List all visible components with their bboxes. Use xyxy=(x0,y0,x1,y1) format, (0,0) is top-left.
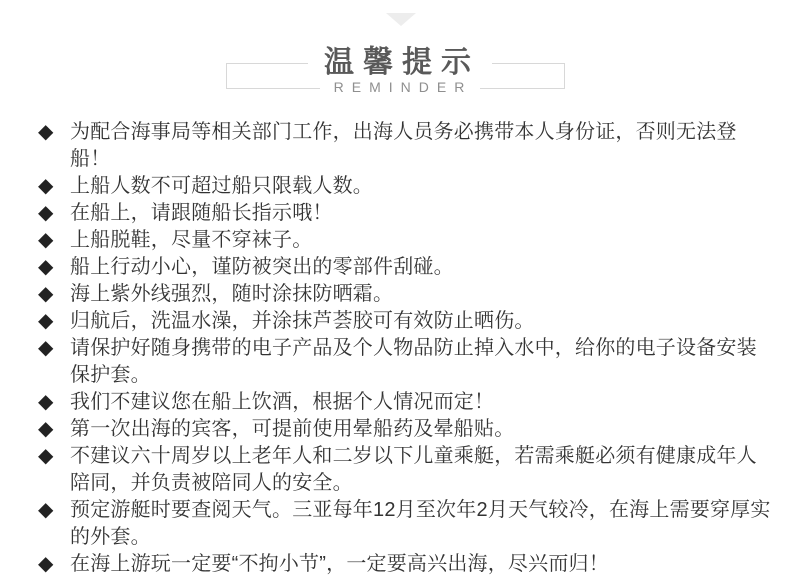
tip-item xyxy=(38,497,775,551)
diamond-bullet-icon: ◆ xyxy=(38,202,54,224)
tip-item xyxy=(38,227,775,254)
tip-item xyxy=(38,443,775,497)
header xyxy=(0,0,800,117)
chevron-down-icon xyxy=(386,13,416,26)
tip-text: 预定游艇时要查阅天气。三亚每年12月至次年2月天气较冷，在海上需要穿厚实的外套。 xyxy=(70,499,771,548)
diamond-bullet-icon: ◆ xyxy=(38,337,54,359)
tip-text: 请保护好随身携带的电子产品及个人物品防止掉入水中，给你的电子设备安装保护套。 xyxy=(70,337,757,386)
tip-text: 归航后，洗温水澡，并涂抹芦荟胶可有效防止晒伤。 xyxy=(70,310,535,332)
tip-item xyxy=(38,281,775,308)
diamond-bullet-icon: ◆ xyxy=(38,283,54,305)
tip-item xyxy=(38,416,775,443)
tip-text: 上船脱鞋，尽量不穿袜子。 xyxy=(70,229,313,251)
tip-text: 上船人数不可超过船只限载人数。 xyxy=(70,175,373,197)
tips-list xyxy=(0,117,800,578)
tip-text: 我们不建议您在船上饮酒，根据个人情况而定！ xyxy=(70,391,495,413)
tip-item xyxy=(38,119,775,173)
tip-item xyxy=(38,254,775,281)
tip-item xyxy=(38,551,775,578)
tip-text: 为配合海事局等相关部门工作，出海人员务必携带本人身份证，否则无法登船！ xyxy=(70,121,737,170)
tip-item xyxy=(38,308,775,335)
tip-text: 在海上游玩一定要“不拘小节”，一定要高兴出海，尽兴而归！ xyxy=(70,553,609,575)
diamond-bullet-icon: ◆ xyxy=(38,553,54,575)
page-title: 温馨提示 xyxy=(308,46,492,80)
diamond-bullet-icon: ◆ xyxy=(38,310,54,332)
diamond-bullet-icon: ◆ xyxy=(38,445,54,467)
tip-item xyxy=(38,389,775,416)
diamond-bullet-icon: ◆ xyxy=(38,175,54,197)
tip-text: 第一次出海的宾客，可提前使用晕船药及晕船贴。 xyxy=(70,418,515,440)
diamond-bullet-icon: ◆ xyxy=(38,418,54,440)
diamond-bullet-icon: ◆ xyxy=(38,256,54,278)
tip-item xyxy=(38,200,775,227)
tip-item xyxy=(38,173,775,200)
diamond-bullet-icon: ◆ xyxy=(38,499,54,521)
tip-text: 在船上，请跟随船长指示哦！ xyxy=(70,202,333,224)
tip-text: 不建议六十周岁以上老年人和二岁以下儿童乘艇，若需乘艇必须有健康成年人陪同，并负责被陪同人的安全。 xyxy=(70,445,757,494)
tip-text: 船上行动小心，谨防被突出的零部件刮碰。 xyxy=(70,256,454,278)
diamond-bullet-icon: ◆ xyxy=(38,229,54,251)
page-subtitle: REMINDER xyxy=(320,79,481,96)
diamond-bullet-icon: ◆ xyxy=(38,121,54,143)
tip-item xyxy=(38,335,775,389)
diamond-bullet-icon: ◆ xyxy=(38,391,54,413)
tip-text: 海上紫外线强烈，随时涂抹防晒霜。 xyxy=(70,283,394,305)
